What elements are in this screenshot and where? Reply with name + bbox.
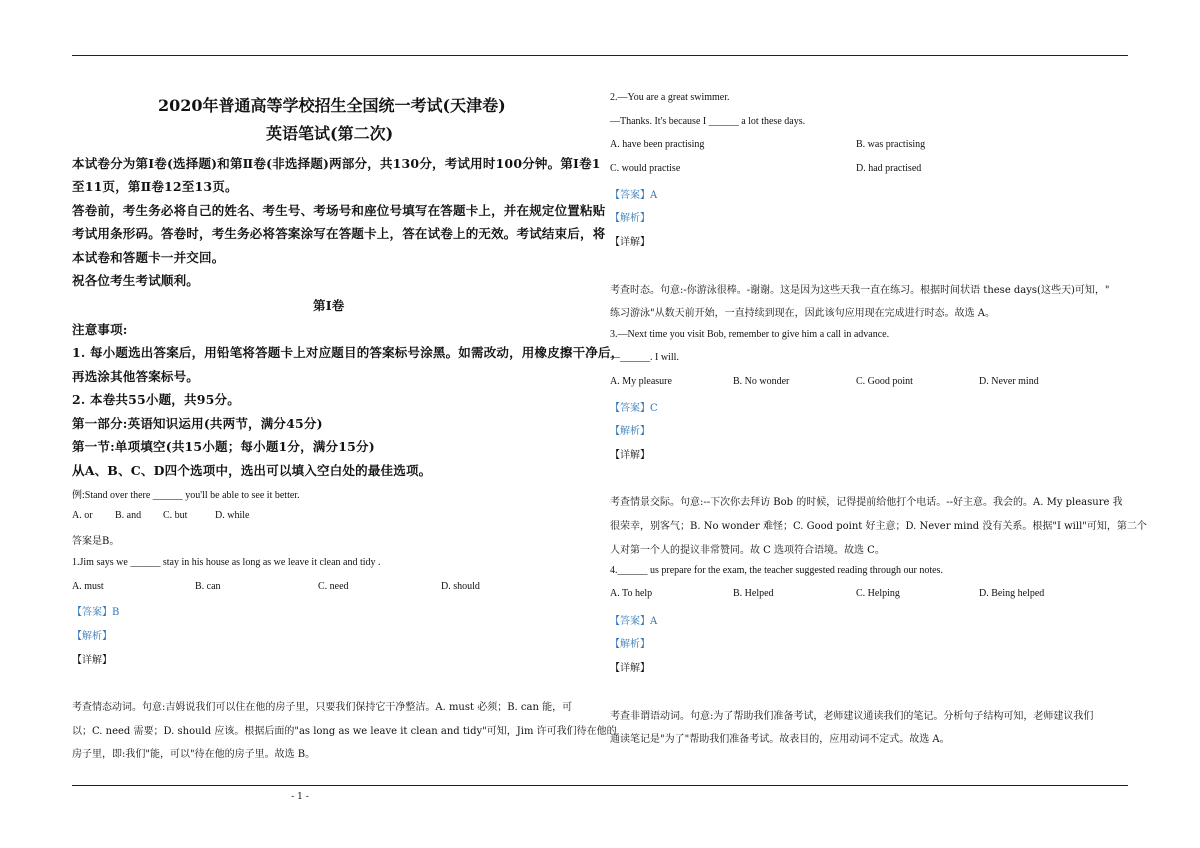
- intro-line: 答卷前，考生务必将自己的姓名、考生号、考场号和座位号填写在答题卡上，并在规定位置粘贴: [72, 203, 606, 218]
- detail-line: 以；C. need 需要；D. should 应该。根据后面的"as long as we leave it clean and tidy"可知，Jim 许可我们待在他的: [72, 726, 617, 737]
- intro-line: 至11页，第Ⅱ卷12至13页。: [72, 179, 238, 194]
- detail-line: 考查非谓语动词。句意:为了帮助我们准备考试，老师建议通读我们的笔记。分析句子结构可知，老师建议我们: [610, 711, 1094, 722]
- intro-line: 祝各位考生考试顺利。: [72, 273, 200, 288]
- question-option: C. Good point: [856, 376, 913, 387]
- detail-tag: 【详解】: [610, 663, 650, 674]
- question-stem: 1.Jim says we ______ stay in his house as long as we leave it clean and tidy .: [72, 557, 381, 568]
- intro-line: 本试卷和答题卡一并交回。: [72, 250, 225, 265]
- question-option: C. Helping: [856, 588, 900, 599]
- answer-tag: 【答案】A: [610, 190, 658, 201]
- detail-line: 练习游泳"从数天前开始，一直持续到现在，因此该句应用现在完成进行时态。故选 A。: [610, 308, 995, 319]
- question-option: B. was practising: [856, 139, 926, 150]
- intro-line: 本试卷分为第Ⅰ卷(选择题)和第Ⅱ卷(非选择题)两部分，共130分，考试用时100分钟。第Ⅰ卷1: [72, 156, 601, 171]
- example-option: A. or: [72, 510, 93, 521]
- question-option: B. Helped: [733, 588, 774, 599]
- answer-tag: 【答案】A: [610, 616, 658, 627]
- header-rule: [72, 55, 1128, 56]
- question-stem: —______. I will.: [610, 352, 679, 363]
- section-heading: 第一节:单项填空(共15小题；每小题1分，满分15分): [72, 439, 375, 454]
- volume-title: 第Ⅰ卷: [313, 298, 345, 313]
- detail-tag: 【详解】: [610, 450, 650, 461]
- detail-line: 人对第一个人的提议非常赞同。故 C 选项符合语境。故选 C。: [610, 545, 885, 556]
- detail-line: 很荣幸，别客气；B. No wonder 难怪；C. Good point 好主意；D. Never mind 没有关系。根据"I will"可知，第二个: [610, 521, 1147, 532]
- question-option: A. My pleasure: [610, 376, 672, 387]
- analysis-tag: 【解析】: [610, 213, 650, 224]
- detail-line: 考查情景交际。句意:--下次你去拜访 Bob 的时候，记得提前给他打个电话。--好主意。我会的。A. My pleasure 我: [610, 497, 1123, 508]
- detail-line: 考查情态动词。句意:吉姆说我们可以住在他的房子里，只要我们保持它干净整洁。A. must 必须；B. can 能，可: [72, 702, 573, 713]
- example-option: D. while: [215, 510, 250, 521]
- question-option: D. Never mind: [979, 376, 1039, 387]
- notes-heading: 注意事项:: [72, 322, 128, 337]
- question-option: D. Being helped: [979, 588, 1045, 599]
- detail-tag: 【详解】: [610, 237, 650, 248]
- question-option: D. should: [441, 581, 480, 592]
- notes-line: 2. 本卷共55小题，共95分。: [72, 392, 240, 407]
- question-stem: 3.—Next time you visit Bob, remember to give him a call in advance.: [610, 329, 890, 340]
- question-stem: 4.______ us prepare for the exam, the teacher suggested reading through our notes.: [610, 565, 943, 576]
- detail-line: 考查时态。句意:-你游泳很棒。-谢谢。这是因为这些天我一直在练习。根据时间状语 these days(这些天)可知，": [610, 285, 1110, 296]
- example-option: C. but: [163, 510, 188, 521]
- page-number: - 1 -: [291, 792, 309, 802]
- analysis-tag: 【解析】: [610, 639, 650, 650]
- question-stem: 2.—You are a great swimmer.: [610, 92, 730, 103]
- footer-rule: [72, 785, 1128, 786]
- answer-tag: 【答案】C: [610, 403, 658, 414]
- question-option: A. must: [72, 581, 104, 592]
- answer-tag: 【答案】B: [72, 607, 120, 618]
- question-option: B. No wonder: [733, 376, 790, 387]
- example-option: B. and: [115, 510, 142, 521]
- detail-line: 房子里，即:我们"能，可以"待在他的房子里。故选 B。: [72, 749, 316, 760]
- detail-tag: 【详解】: [72, 655, 112, 666]
- notes-line: 再选涂其他答案标号。: [72, 369, 200, 384]
- detail-line: 通读笔记是"为了"帮助我们准备考试。故表目的，应用动词不定式。故选 A。: [610, 734, 950, 745]
- question-stem: —Thanks. It's because I ______ a lot these days.: [610, 116, 806, 127]
- intro-line: 考试用条形码。答卷时，考生务必将答案涂写在答题卡上，答在试卷上的无效。考试结束后，将: [72, 226, 606, 241]
- instructions: 从A、B、C、D四个选项中，选出可以填入空白处的最佳选项。: [72, 463, 432, 478]
- page-subtitle: 英语笔试(第二次): [266, 124, 394, 143]
- question-option: C. need: [318, 581, 349, 592]
- analysis-tag: 【解析】: [72, 631, 112, 642]
- example-stem: 例:Stand over there ______ you'll be able to see it better.: [72, 490, 300, 501]
- question-option: A. have been practising: [610, 139, 705, 150]
- page-title: 2020年普通高等学校招生全国统一考试(天津卷): [158, 96, 506, 115]
- section-heading: 第一部分:英语知识运用(共两节，满分45分): [72, 416, 323, 431]
- notes-line: 1. 每小题选出答案后，用铅笔将答题卡上对应题目的答案标号涂黑。如需改动，用橡皮擦干净后，: [72, 345, 624, 360]
- question-option: C. would practise: [610, 163, 681, 174]
- analysis-tag: 【解析】: [610, 426, 650, 437]
- question-option: D. had practised: [856, 163, 922, 174]
- example-answer: 答案是B。: [72, 536, 120, 547]
- question-option: B. can: [195, 581, 221, 592]
- question-option: A. To help: [610, 588, 653, 599]
